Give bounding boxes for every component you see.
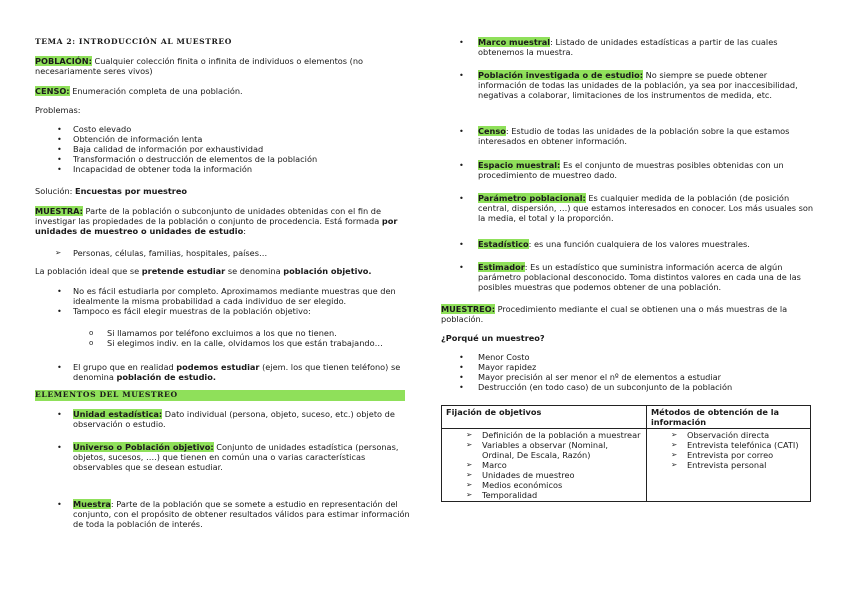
list-item: • Mayor precisión al ser menor el nº de elementos a estudiar xyxy=(441,372,816,382)
text-marco: : Listado de unidades estadísticas a partir de las cuales obtenemos la muestra. xyxy=(478,37,778,57)
methods-list xyxy=(651,430,806,470)
text-censo-r: : Estudio de todas las unidades de la población sobre la que estamos interesados en obtener información. xyxy=(478,126,790,146)
def-estadistico xyxy=(441,239,816,249)
list-item xyxy=(35,362,410,382)
definition-poblacion xyxy=(35,56,410,76)
list-item xyxy=(441,70,816,100)
list-item: • Tampoco es fácil elegir muestras de la población objetivo: xyxy=(35,306,410,316)
list-item: • Mayor rapidez xyxy=(441,362,816,372)
elemento-muestra xyxy=(35,499,410,529)
table-header: Fijación de objetivos xyxy=(442,406,647,429)
list-item: • Transformación o destrucción de elementos de la población xyxy=(35,154,410,164)
list-item: ➢ Entrevista personal xyxy=(651,460,806,470)
table-row xyxy=(442,429,811,502)
text-muestreo: Procedimiento mediante el cual se obtienen una o más muestras de la población. xyxy=(441,304,788,324)
table-header-row xyxy=(442,406,811,429)
def-marco xyxy=(441,37,816,57)
def-estimador xyxy=(441,262,816,292)
list-item: ➢ Variables a observar (Nominal, Ordinal, De Escala, Razón) xyxy=(446,440,642,460)
list-item: • Baja calidad de información por exhaustividad xyxy=(35,144,410,154)
list-item xyxy=(441,262,816,292)
def-censo-r xyxy=(441,126,816,146)
text-universo: Conjunto de unidades estadística (personas, objetos, sucesos, ….) que tienen en común una o varias características observables que se desean estudiar. xyxy=(73,442,399,472)
list-item: ➢ Unidades de muestreo xyxy=(446,470,642,480)
solucion-value: Encuestas por muestreo xyxy=(75,186,187,196)
elemento-universo xyxy=(35,442,410,472)
list-item: ➢ Personas, células, familias, hospitales, países… xyxy=(35,248,410,258)
list-item xyxy=(35,499,410,529)
solucion xyxy=(35,186,410,196)
list-item: • No es fácil estudiarla por completo. Aproximamos mediante muestras que den idealmente la misma probabilidad a cada individuo de ser elegido. xyxy=(35,286,410,306)
definition-muestreo xyxy=(441,304,816,324)
text-muestra-bold: por unidades de muestreo o unidades de estudio xyxy=(35,216,398,236)
grupo-a: El grupo que en realidad xyxy=(73,362,177,372)
term-muestreo: MUESTREO: xyxy=(441,304,496,314)
def-poblacion-investigada xyxy=(441,70,816,100)
list-item xyxy=(441,160,816,180)
term-parametro: Parámetro poblacional: xyxy=(478,193,586,203)
list-item: o Si elegimos indiv. en la calle, olvidamos los que están trabajando… xyxy=(35,338,410,348)
definition-censo xyxy=(35,86,410,96)
ideal-d: población objetivo. xyxy=(283,266,372,276)
term-muestra-el: Muestra xyxy=(73,499,111,509)
ideal-c: se denomina xyxy=(225,266,284,276)
porque-heading: ¿Porqué un muestreo? xyxy=(441,333,545,343)
list-item xyxy=(441,37,816,57)
term-estadistico: Estadístico xyxy=(478,239,529,249)
table-cell xyxy=(647,429,811,502)
list-item: • Menor Costo xyxy=(441,352,816,362)
table-header: Métodos de obtención de la información xyxy=(647,406,811,429)
list-item xyxy=(441,193,816,223)
list-item: • Costo elevado xyxy=(35,124,410,134)
elemento-unidad xyxy=(35,409,410,429)
ideal-b: pretende estudiar xyxy=(141,266,226,276)
objetivo-points xyxy=(35,286,410,316)
page-title: TEMA 2: INTRODUCCIÓN AL MUESTREO xyxy=(35,37,232,46)
term-muestra: MUESTRA: xyxy=(35,206,83,216)
list-item: ➢ Entrevista telefónica (CATI) xyxy=(651,440,806,450)
def-espacio xyxy=(441,160,816,180)
grupo-d: población de estudio. xyxy=(116,372,216,382)
grupo-c: (ejem. los que tienen teléfono) se denomina xyxy=(73,362,401,382)
sub-points xyxy=(35,328,410,348)
list-item: ➢ Marco xyxy=(446,460,642,470)
ideal-a: La población ideal que se xyxy=(35,266,142,276)
list-item xyxy=(441,126,816,146)
list-item: ➢ Entrevista por correo xyxy=(651,450,806,460)
text-investigada: No siempre se puede obtener información de todas las unidades de la población, ya sea por inaccesibilidad, negativas a colaborar, limitaciones de los instrumentos de medida, etc. xyxy=(478,70,798,100)
term-investigada: Población investigada o de estudio: xyxy=(478,70,643,80)
grupo-point xyxy=(35,362,410,382)
problemas-label: Problemas: xyxy=(35,105,81,115)
muestra-example-list xyxy=(35,248,410,258)
solucion-label: Solución: xyxy=(35,186,76,196)
list-item xyxy=(35,442,410,472)
term-censo-r: Censo xyxy=(478,126,506,136)
text-muestra-el: : Parte de la población que se somete a estudio en representación del conjunto, con el propósito de obtener resultados válidos para estimar información de toda la población de interés. xyxy=(73,499,410,529)
text-espacio: Es el conjunto de muestras posibles obtenidas con un procedimiento de muestreo dado. xyxy=(478,160,784,180)
list-item: ➢ Definición de la población a muestrear xyxy=(446,430,642,440)
list-item xyxy=(441,239,816,249)
section-elementos-title: ELEMENTOS DEL MUESTREO xyxy=(35,390,405,401)
term-unidad: Unidad estadística: xyxy=(73,409,163,419)
grupo-b: podemos estudiar xyxy=(176,362,260,372)
poblacion-ideal xyxy=(35,266,410,276)
text-estimador: : Es un estadístico que suministra información acerca de algún parámetro poblacional desconocido. Toma distintos valores en cada una de las posibles muestras que podemos obtener de una población. xyxy=(478,262,801,292)
list-item: ➢ Medios económicos xyxy=(446,480,642,490)
term-estimador: Estimador xyxy=(478,262,525,272)
text-muestra: Parte de la población o subconjunto de unidades obtenidas con el fin de investigar las propiedades de la población o conjunto de procedencia. Está formada xyxy=(35,206,382,226)
text-parametro: Es cualquier medida de la población (de posición central, dispersión, …) que estamos interesados en conocer. Los más usuales son la media, el total y la proporción. xyxy=(478,193,814,223)
list-item: ➢ Temporalidad xyxy=(446,490,642,500)
definition-muestra xyxy=(35,206,410,236)
text-censo: Enumeración completa de una población. xyxy=(69,86,243,96)
term-espacio: Espacio muestral: xyxy=(478,160,561,170)
text-unidad: Dato individual (persona, objeto, suceso, etc.) objeto de observación o estudio. xyxy=(73,409,395,429)
list-item: • Obtención de información lenta xyxy=(35,134,410,144)
table-cell xyxy=(442,429,647,502)
term-universo: Universo o Población objetivo: xyxy=(73,442,214,452)
list-item: o Si llamamos por teléfono excluimos a los que no tienen. xyxy=(35,328,410,338)
term-censo: CENSO: xyxy=(35,86,70,96)
reasons-list xyxy=(441,352,816,392)
term-marco: Marco muestral xyxy=(478,37,551,47)
list-item xyxy=(35,409,410,429)
text-estadistico: : es una función cualquiera de los valores muestrales. xyxy=(528,239,750,249)
objectives-table xyxy=(441,405,811,502)
problemas-list xyxy=(35,124,410,174)
list-item: • Incapacidad de obtener toda la información xyxy=(35,164,410,174)
text-poblacion: Cualquier colección finita o infinita de individuos o elementos (no necesariamente seres vivos) xyxy=(35,56,364,76)
text-muestra-end: : xyxy=(243,226,246,236)
def-parametro xyxy=(441,193,816,223)
list-item: ➢ Observación directa xyxy=(651,430,806,440)
term-poblacion: POBLACIÓN: xyxy=(35,56,92,66)
list-item: • Destrucción (en todo caso) de un subconjunto de la población xyxy=(441,382,816,392)
objectives-list xyxy=(446,430,642,500)
